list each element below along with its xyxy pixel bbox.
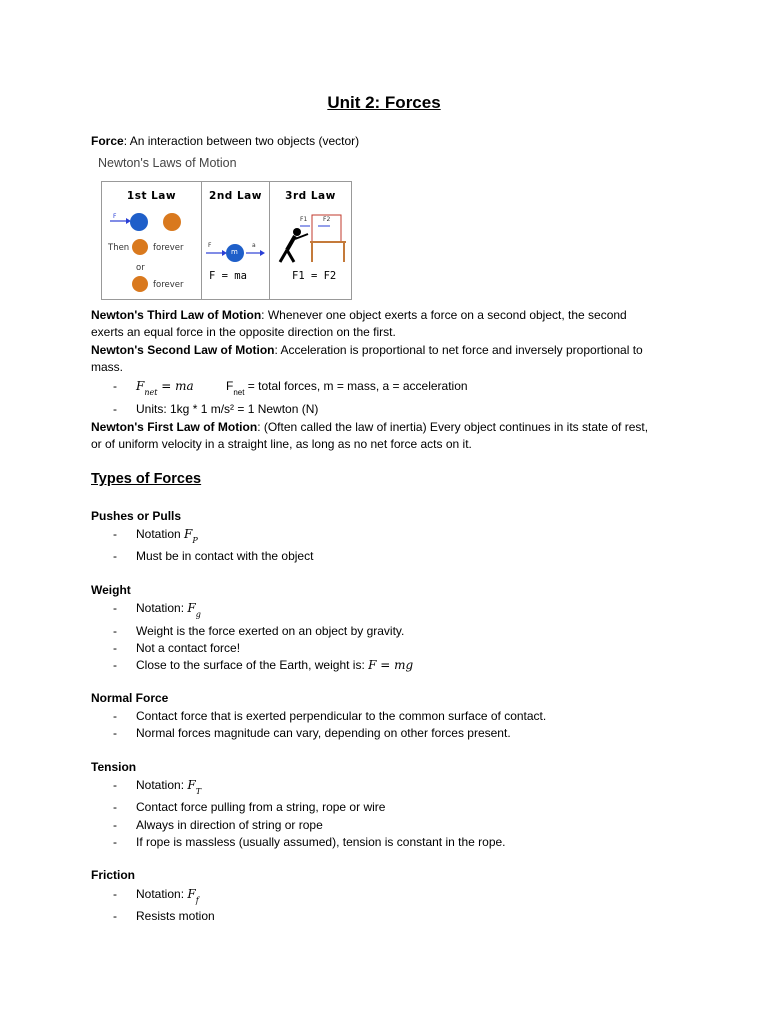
- first-law-diagram: [102, 182, 202, 299]
- newtons-laws-figure: [101, 181, 352, 300]
- document-page: Unit 2: Forces Force: An interaction between two objects (vector) Newton's Laws of Motion 1st Law F Then forever or forever 2nd Law F m a F = ma 3rd Law F1 F2 F1 = F2 Newton's Third Law of Motion: Whenever one object exerts a force on a second object, the second exerts an equal force in the opposite direction on the first. Newton's Second Law of Motion: Acceleration is proportional to net force and inversely proportional to mass. - $F_{net}$ = ma $F_{net}$ = total forces, m = mass, a = acceleration - Units: 1kg * 1 m/s² = 1 Newton (N) Newton's First Law of Motion: (Often called the law of inertia) Every object continues in its state of rest, or of uniform velocity in a straight line, as long as no net force acts on it. Types of Forces Pushes or Pulls - Notation $F_P$ - Must be in contact with the object Weight - Notation: $F_g$ - Weight is the force exerted on an object by gravity. - Not a contact force! - Close to the surface of the Earth, weight is: F = mg Normal Force - Contact force that is exerted perpendicular to the common surface of contact. - Normal forces magnitude can vary, depending on other forces present. Tension - Notation: $F_T$ - Contact force pulling from a string, rope or wire - Always in direction of string or rope - If rope is massless (usually assumed), tension is constant in the rope. Friction - Notation: $F_f$ - Resists motion: [0, 0, 768, 1024]
- second-law-text: : Acceleration is proportional to net force and inversely proportional to: [274, 343, 643, 357]
- types-of-forces-heading: Types of Forces: [91, 471, 202, 487]
- second-law-equation: F = ma: [209, 270, 247, 282]
- person-leg-1: [280, 250, 287, 262]
- first-law-heading: 1st Law: [126, 190, 177, 202]
- second-law-heading: 2nd Law: [209, 190, 262, 202]
- third-law-text: : Whenever one object exerts a force on a second object, the second: [261, 308, 627, 322]
- units-text: Units: 1kg * 1 m/s² = 1 Newton (N): [136, 402, 319, 416]
- third-law-term: Newton's Third Law of Motion: [91, 308, 262, 322]
- third-law-heading: 3rd Law: [285, 190, 336, 202]
- second-law-f-label: F: [208, 242, 212, 249]
- forever-label-2: forever: [153, 280, 184, 290]
- page-title: Unit 2: Forces: [327, 93, 441, 112]
- first-law-f-label: F: [113, 213, 117, 220]
- second-law-line-1: [91, 342, 643, 359]
- force-definition: [91, 133, 359, 150]
- formula: $F_{net}$ = ma: [136, 379, 194, 397]
- fnet-definition: $F_{net}$ = total forces, m = mass, a = acceleration: [226, 379, 468, 397]
- then-label: Then: [108, 243, 130, 253]
- first-law-panel: [102, 182, 202, 299]
- f2-label: F2: [323, 216, 331, 223]
- weight-heading: Weight: [91, 583, 131, 597]
- first-law-line-1: [91, 419, 648, 436]
- third-law-line-2: exerts an equal force in the opposite direction on the first.: [91, 325, 396, 339]
- acceleration-arrowhead: [260, 250, 265, 256]
- first-law-term: Newton's First Law of Motion: [91, 420, 258, 434]
- person-head: [293, 228, 301, 236]
- blue-ball: [130, 213, 148, 231]
- orange-ball: [163, 213, 181, 231]
- orange-ball-or: [132, 276, 148, 292]
- orange-ball-then: [132, 239, 148, 255]
- second-law-term: Newton's Second Law of Motion: [91, 343, 275, 357]
- second-law-line-2: mass.: [91, 360, 124, 374]
- bullet-dash: -: [113, 379, 117, 393]
- third-law-equation: F1 = F2: [292, 270, 337, 282]
- person-body: [287, 236, 295, 250]
- second-law-panel: [202, 182, 270, 299]
- mass-label: m: [231, 248, 238, 256]
- first-law-line-2: or of uniform velocity in a straight line, as long as no net force acts on it.: [91, 437, 472, 451]
- figure-caption: Newton's Laws of Motion: [98, 156, 237, 170]
- tension-heading: Tension: [91, 760, 137, 774]
- third-law-line-1: [91, 307, 627, 324]
- person-leg-2: [287, 250, 294, 262]
- pushes-heading: Pushes or Pulls: [91, 509, 182, 523]
- or-label: or: [136, 263, 145, 273]
- force-text: : An interaction between two objects (vector): [123, 134, 360, 148]
- forever-label-1: forever: [153, 243, 184, 253]
- friction-heading: Friction: [91, 868, 135, 882]
- second-law-a-label: a: [252, 242, 256, 249]
- normal-heading: Normal Force: [91, 691, 169, 705]
- third-law-panel: [270, 182, 351, 299]
- first-law-text: : (Often called the law of inertia) Every object continues in its state of rest,: [257, 420, 649, 434]
- force-term: Force: [91, 134, 124, 148]
- f1-label: F1: [300, 216, 308, 223]
